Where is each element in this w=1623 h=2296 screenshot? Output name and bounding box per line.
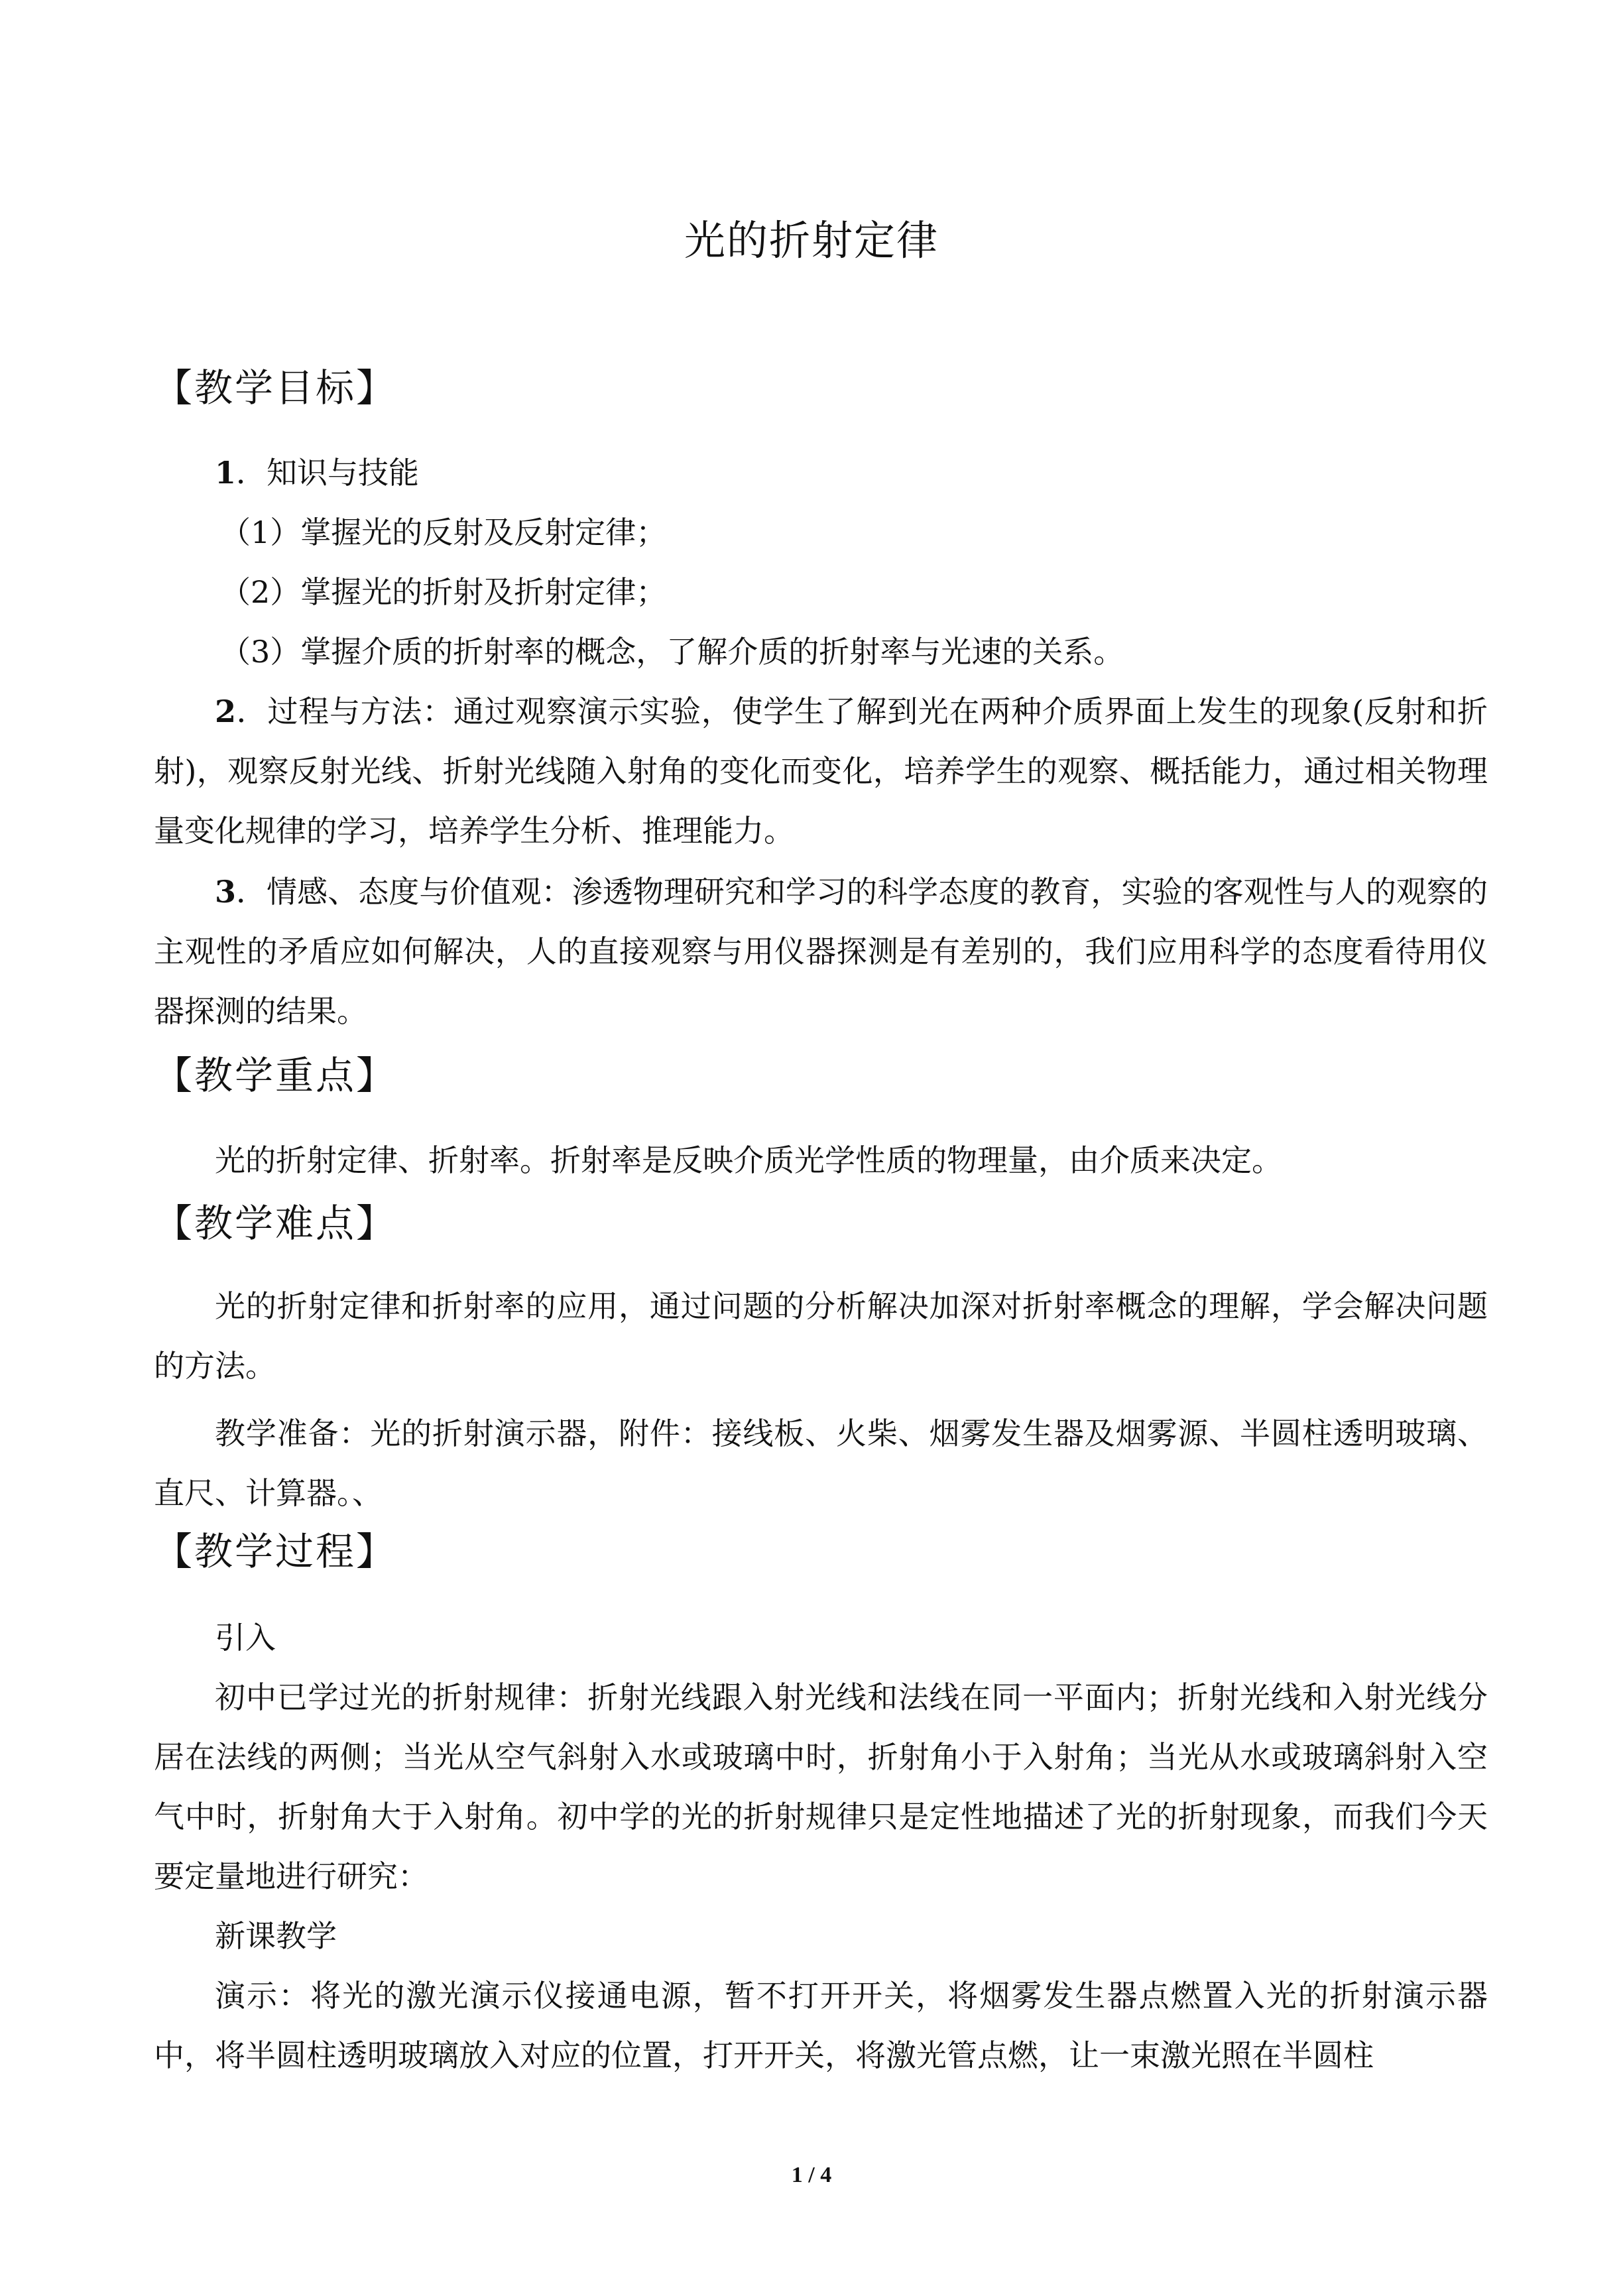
heading-objectives: 【教学目标】: [154, 365, 397, 410]
heading-difficulties: 【教学难点】: [154, 1201, 397, 1246]
objective-item-3: [154, 862, 1488, 1041]
objective-item-2-number: 2: [215, 694, 237, 729]
objective-sub-3: （3）掌握介质的折射率的概念，了解介质的折射率与光速的关系。: [220, 634, 1124, 670]
objective-item-2: [154, 682, 1488, 861]
objective-sub-2: （2）掌握光的折射及折射定律；: [220, 574, 667, 610]
objective-item-2-text: ．过程与方法：通过观察演示实验，使学生了解到光在两种介质界面上发生的现象(反射和折射)，观察反射光线、折射光线随入射角的变化而变化，培养学生的观察、概括能力，通过相关物理量变化规律的学习，培养学生分析、推理能力。: [154, 694, 1488, 849]
objective-item-1-number: 1: [215, 455, 237, 491]
objective-item-1-text: ．知识与技能: [236, 455, 420, 491]
objective-sub-1: （1）掌握光的反射及反射定律；: [220, 514, 667, 550]
page-number: 1 / 4: [791, 2163, 832, 2187]
new-lesson-label: 新课教学: [215, 1918, 337, 1954]
heading-key-points: 【教学重点】: [154, 1053, 397, 1098]
preparation-text: 教学准备：光的折射演示器，附件：接线板、火柴、烟雾发生器及烟雾源、半圆柱透明玻璃、直尺、计算器。、: [154, 1416, 1488, 1511]
intro-label: 引入: [215, 1620, 276, 1656]
intro-text: 初中已学过光的折射规律：折射光线跟入射光线和法线在同一平面内；折射光线和入射光线分居在法线的两侧；当光从空气斜射入水或玻璃中时，折射角小于入射角；当光从水或玻璃斜射入空气中时，折射角大于入射角。初中学的光的折射规律只是定性地描述了光的折射现象，而我们今天要定量地进行研究：: [154, 1679, 1488, 1894]
objective-item-3-number: 3: [215, 874, 237, 910]
demo-text: 演示：将光的激光演示仪接通电源，暂不打开开关，将烟雾发生器点燃置入光的折射演示器中，将半圆柱透明玻璃放入对应的位置，打开开关，将激光管点燃，让一束激光照在半圆柱: [154, 1978, 1488, 2073]
objective-item-1: [154, 443, 1549, 503]
page-title: 光的折射定律: [684, 216, 939, 265]
objective-item-3-text: ．情感、态度与价值观：渗透物理研究和学习的科学态度的教育，实验的客观性与人的观察的主观性的矛盾应如何解决，人的直接观察与用仪器探测是有差别的，我们应用科学的态度看待用仪器探测的结果。: [154, 874, 1488, 1029]
heading-process: 【教学过程】: [154, 1529, 397, 1574]
difficulties-text: 光的折射定律和折射率的应用，通过问题的分析解决加深对折射率概念的理解，学会解决问题的方法。: [154, 1288, 1488, 1384]
key-points-text: 光的折射定律、折射率。折射率是反映介质光学性质的物理量，由介质来决定。: [215, 1142, 1282, 1178]
